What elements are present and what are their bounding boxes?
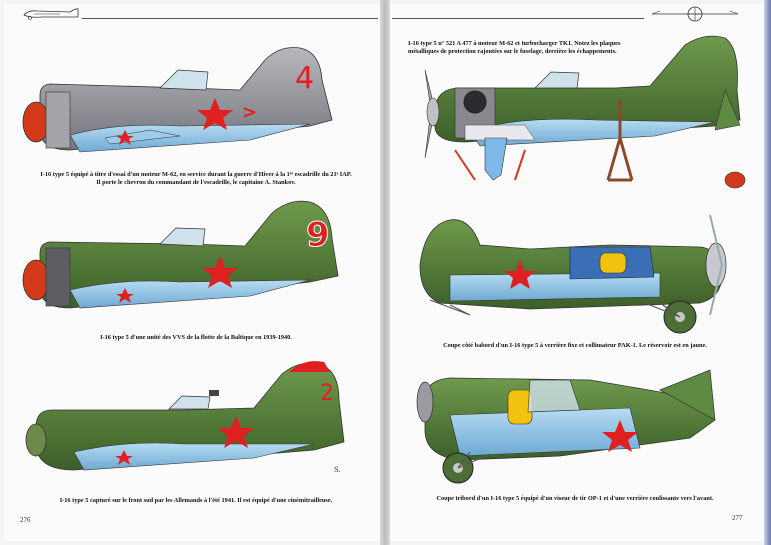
caption-aircraft-6: Coupe tribord d'un I-16 type 5 équipé d'un viseur de tir OP-1 et d'une verrière coulissante vers l'avant. (436, 495, 714, 502)
tail-number-9: 9 (306, 215, 330, 255)
caption-aircraft-3: I-16 type 5 capturé sur le front sud par les Allemands à l'été 1941. Il est équipé d'une cinémitrailleuse. (59, 497, 333, 504)
aircraft-profile-captured (14, 352, 364, 482)
artist-signature: S. (334, 466, 341, 474)
aircraft-profile-green-baltic (10, 198, 360, 323)
page-number-right: 277 (732, 514, 743, 522)
header-plane-icon-left (20, 6, 82, 22)
header-rule-left (82, 18, 378, 19)
caption-aircraft-1: I-16 type 5 équipé à titre d'essai d'un moteur M-62, en service durant la guerre d'Hiver à la 1ʳᵉ escadrille du 21ᵉ IAP. Il porte le chevron du commandant de l'escadrille, le capitaine A. Stankov. (40, 171, 352, 186)
page-edge (764, 0, 771, 545)
book-gutter (380, 0, 390, 545)
commander-chevron: > (242, 102, 258, 123)
header-rule-right (392, 18, 644, 19)
aircraft-profile-grey (10, 40, 360, 165)
caption-aircraft-4: I-16 type 5 n° 521 A 477 à moteur M-62 et turbocharger TK1. Notez les plaques métalliques de protection rajoutées sur le fuselage, derrière les échappements. (408, 40, 621, 55)
aircraft-on-stand (395, 30, 760, 190)
cutaway-starboard-side (410, 360, 740, 490)
header-plane-icon-right (650, 5, 740, 23)
tail-number-2: 2 (320, 381, 334, 406)
caption-aircraft-2: I-16 type 5 d'une unité des VVS de la flotte de la Baltique en 1939-1940. (100, 334, 292, 341)
tail-number-4: 4 (295, 61, 315, 96)
page-number-left: 276 (20, 516, 31, 524)
caption-aircraft-5: Coupe côté babord d'un I-16 type 5 à verrière fixe et collimateur PAK-1. Le réservoir est en jaune. (443, 342, 707, 349)
cutaway-port-side (410, 205, 740, 340)
